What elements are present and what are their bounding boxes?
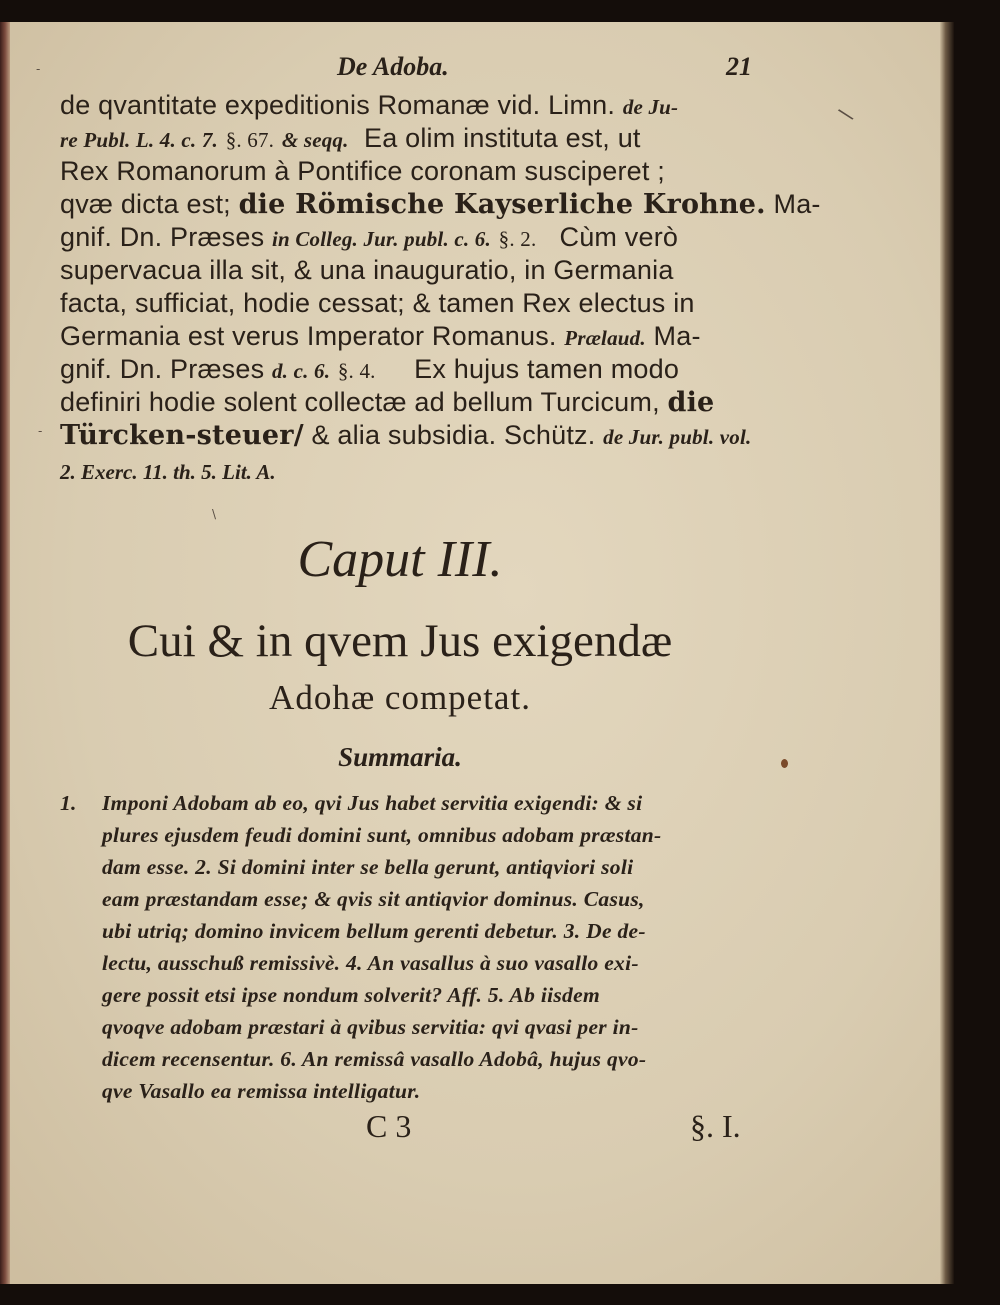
paper-spot — [781, 759, 788, 768]
summaria-line: lectu, ausschuß remissivè. 4. An vasallus à suo vasallo exi- — [102, 951, 639, 975]
paragraph-line: supervacua illa sit, & una inauguratio, in Germania — [60, 255, 674, 285]
paragraph-line: gnif. Dn. Præses in Colleg. Jur. publ. c. 6. §. 2. Cùm verò — [60, 222, 679, 252]
paragraph-line: re Publ. L. 4. c. 7. §. 67. & seqq. Ea olim instituta est, ut — [60, 123, 641, 153]
chapter-number: Caput III. — [297, 531, 503, 588]
summaria-line: dicem recensentur. 6. An remissâ vasallo Adobâ, hujus qvo- — [102, 1047, 647, 1071]
book-page — [0, 22, 942, 1284]
paragraph-line: facta, sufficiat, hodie cessat; & tamen Rex electus in — [60, 288, 695, 318]
summaria-line: qve Vasallo ea remissa intelligatur. — [102, 1079, 421, 1103]
paper-mark: - — [36, 62, 41, 76]
summaria-line: eam præstandam esse; & qvis sit antiqvior dominus. Casus, — [102, 887, 645, 911]
summaria-line: ubi utriq; domino invicem bellum gerenti debetur. 3. De de- — [102, 919, 646, 943]
summaria-line: qvoqve adobam præstari à qvibus servitia: qvi qvasi per in- — [102, 1015, 639, 1039]
chapter-title-line-1: Cui & in qvem Jus exigendæ — [127, 615, 673, 667]
paper-mark: \ — [835, 102, 856, 126]
paragraph-line: 2. Exerc. 11. th. 5. Lit. A. — [60, 460, 276, 484]
summaria-line: gere possit etsi ipse nondum solverit? Aff. 5. Ab iisdem — [102, 983, 600, 1007]
paragraph-line: Türcken-steuer/ & alia subsidia. Schütz. de Jur. publ. vol. — [60, 420, 752, 451]
folio-number: 21 — [726, 52, 752, 81]
paragraph-line: definiri hodie solent collectæ ad bellum Turcicum, die — [60, 387, 715, 418]
summaria-line: Imponi Adobam ab eo, qvi Jus habet servitia exigendi: & si — [102, 791, 643, 815]
catchword: §. I. — [690, 1108, 741, 1144]
chapter-title-line-2: Adohæ competat. — [269, 678, 531, 717]
binding-edge — [0, 22, 10, 1284]
paragraph-line: Rex Romanorum à Pontifice coronam susciperet ; — [60, 156, 665, 186]
paragraph-line: Germania est verus Imperator Romanus. Prælaud. Ma- — [60, 321, 701, 351]
summaria-line: dam esse. 2. Si domini inter se bella gerunt, antiqviori soli — [102, 855, 634, 879]
summaria-heading: Summaria. — [338, 742, 462, 772]
summaria-number: 1. — [60, 791, 77, 815]
paragraph-line: de qvantitate expeditionis Romanæ vid. Limn. de Ju- — [60, 90, 679, 120]
page-edge-shadow — [940, 22, 954, 1284]
running-title: De Adoba. — [337, 52, 449, 81]
paper-mark: \ — [212, 507, 217, 521]
summaria-line: plures ejusdem feudi domini sunt, omnibus adobam præstan- — [102, 823, 662, 847]
signature-mark: C 3 — [366, 1108, 412, 1144]
paragraph-line: qvæ dicta est; die Römische Kayserliche Krohne. Ma- — [60, 189, 821, 220]
paper-mark: - — [38, 424, 43, 438]
paragraph-line: gnif. Dn. Præses d. c. 6. §. 4. Ex hujus tamen modo — [60, 354, 680, 384]
